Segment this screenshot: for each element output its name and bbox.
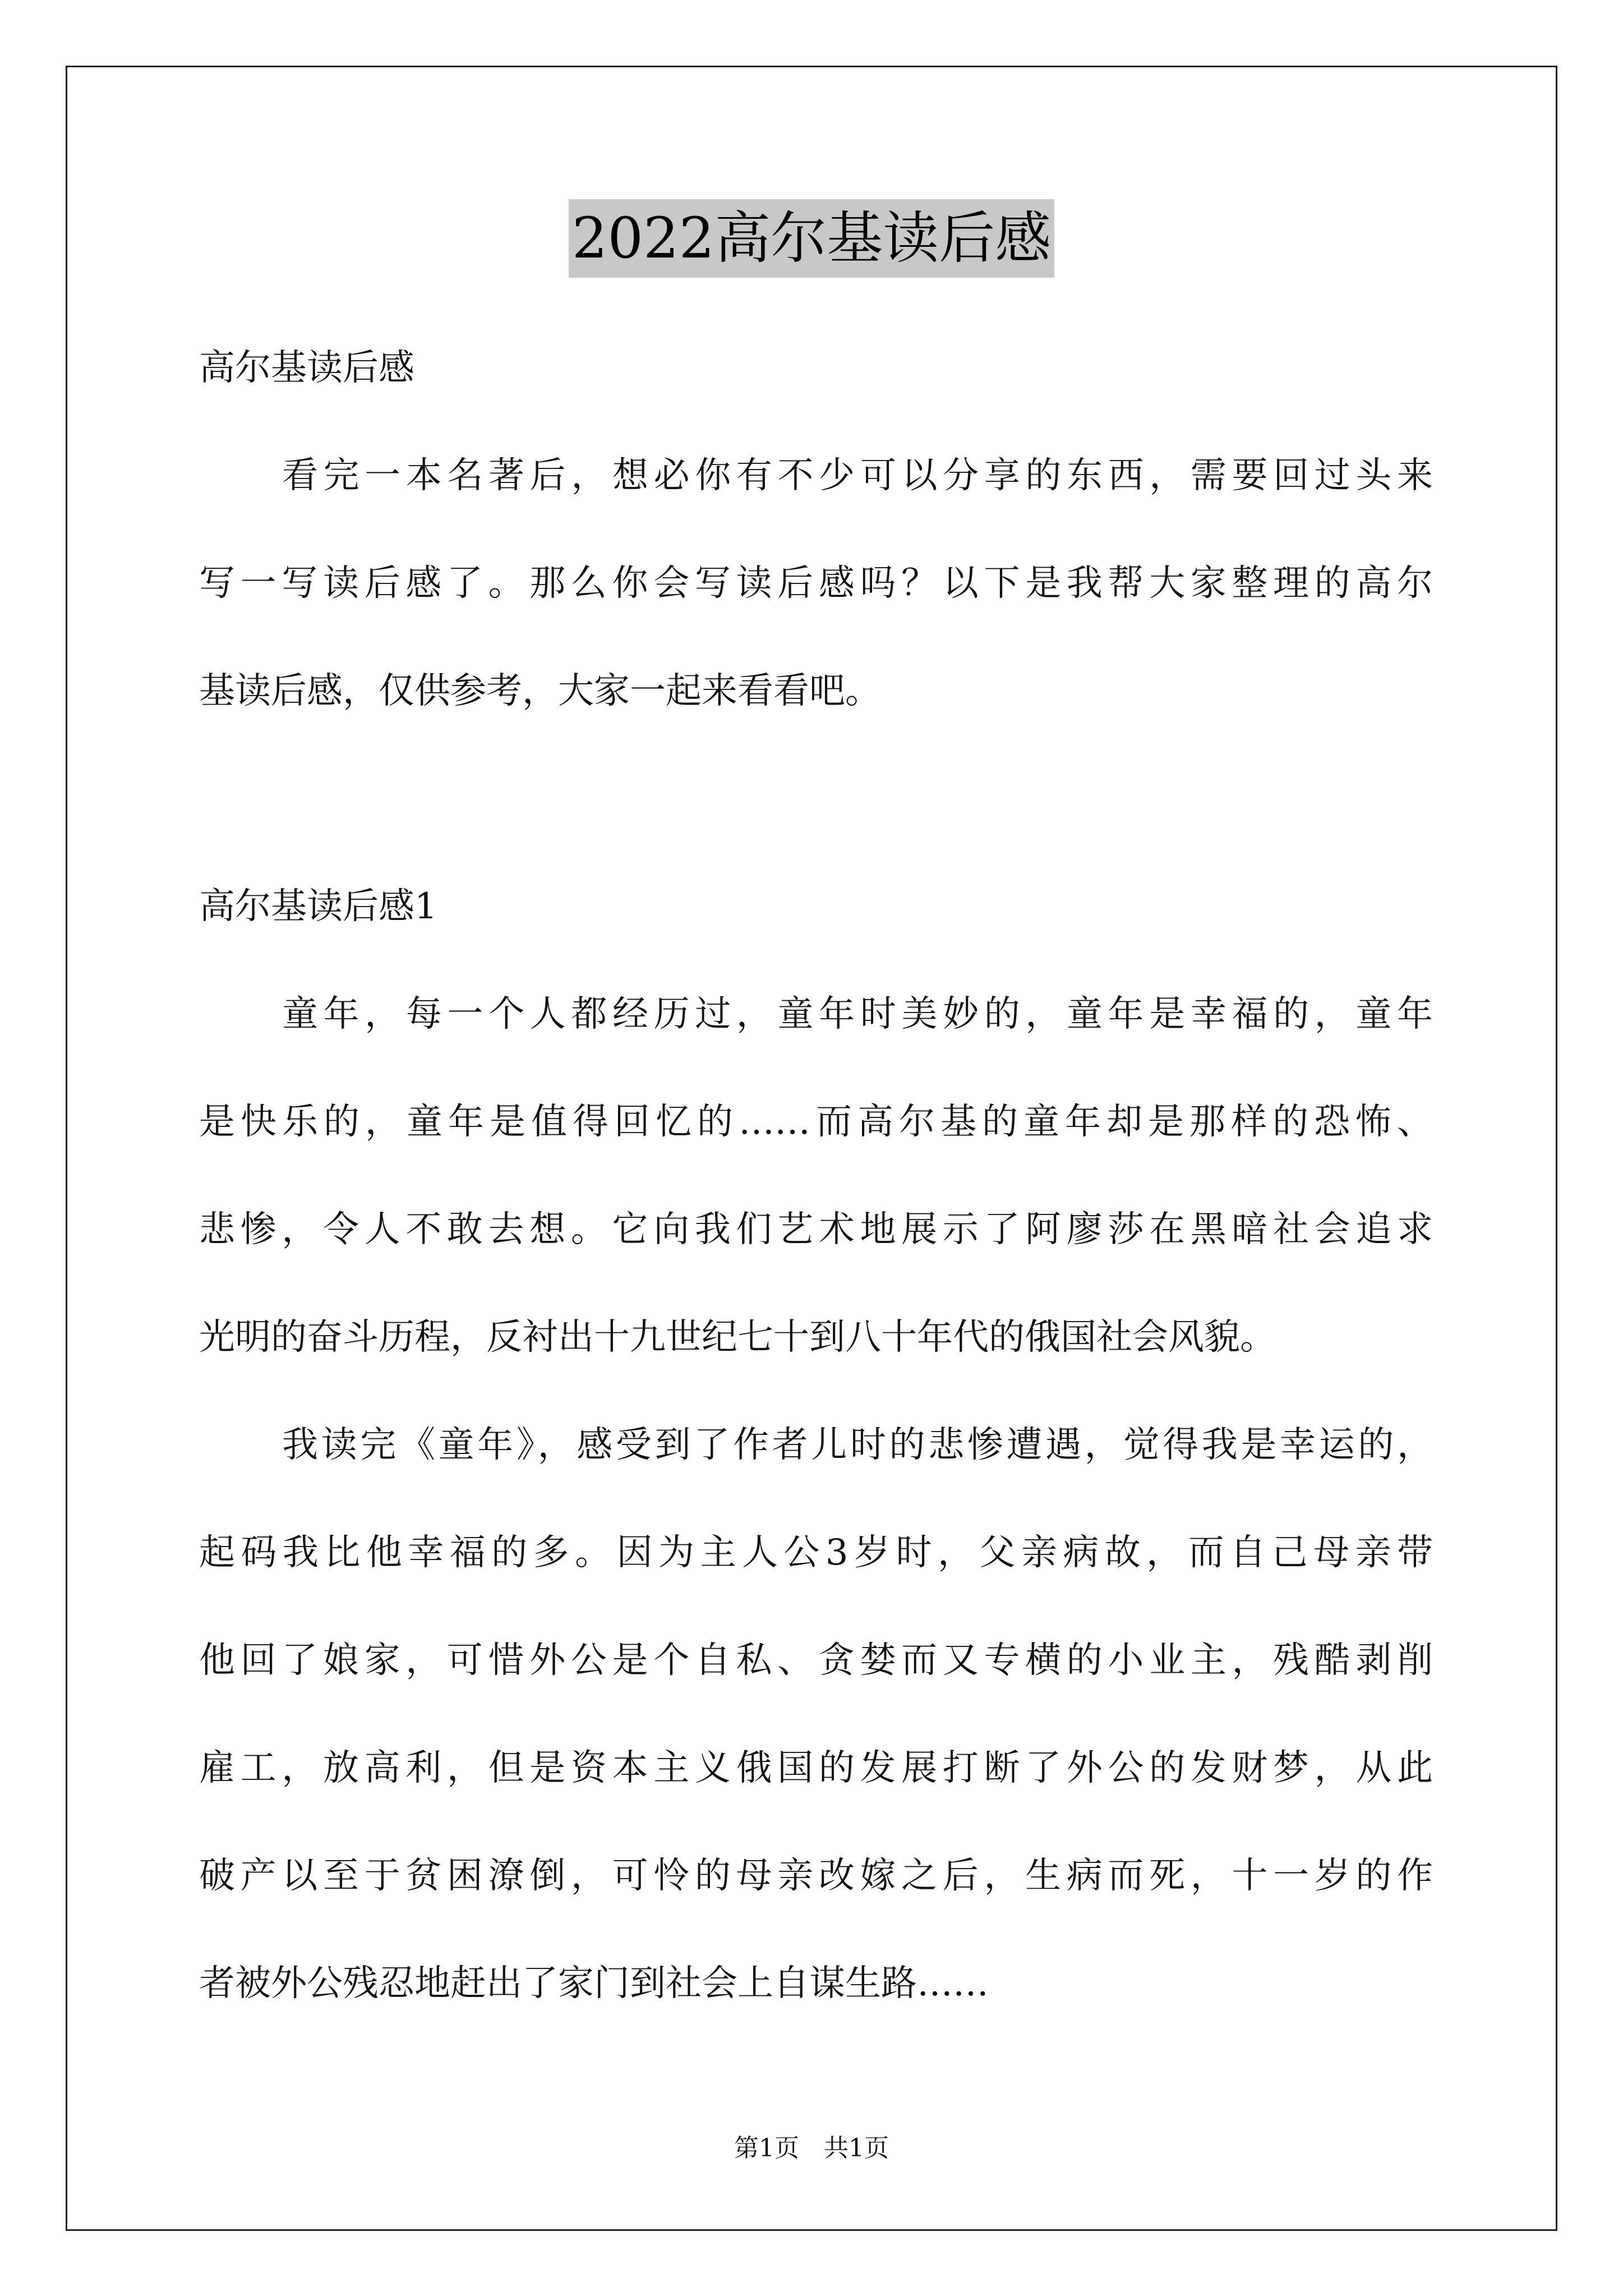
paragraph-line: 者被外公残忍地赶出了家门到社会上自谋生路……: [199, 1963, 989, 2004]
intro-line: 看完一本名著后，想必你有不少可以分享的东西，需要回过头来: [282, 455, 1433, 496]
spacer: [199, 745, 1433, 853]
intro-line: 写一写读后感了。那么你会写读后感吗？以下是我帮大家整理的高尔: [199, 563, 1433, 604]
page-footer: [0, 2132, 1623, 2165]
subtitle: 高尔基读后感: [199, 347, 414, 389]
paragraph-line: 光明的奋斗历程，反衬出十九世纪七十到八十年代的俄国社会风貌。: [199, 1317, 1276, 1358]
paragraph-line: 是快乐的，童年是值得回忆的……而高尔基的童年却是那样的恐怖、: [199, 1101, 1433, 1143]
paragraph-line: 起码我比他幸福的多。因为主人公3岁时，父亲病故，而自己母亲带: [199, 1532, 1433, 1573]
paragraph-line: 破产以至于贫困潦倒，可怜的母亲改嫁之后，生病而死，十一岁的作: [199, 1855, 1433, 1897]
section-heading: 高尔基读后感1: [199, 886, 437, 927]
paragraph-line: 童年，每一个人都经历过，童年时美妙的，童年是幸福的，童年: [282, 993, 1433, 1035]
document-body: [199, 314, 1433, 2037]
intro-line: 基读后感，仅供参考，大家一起来看看吧。: [199, 670, 881, 712]
page-number: 第1页 共1页: [734, 2134, 889, 2162]
title-container: [0, 199, 1623, 278]
paragraph-line: 雇工，放高利，但是资本主义俄国的发展打断了外公的发财梦，从此: [199, 1747, 1433, 1789]
paragraph-line: 我读完《童年》，感受到了作者儿时的悲惨遭遇，觉得我是幸运的，: [282, 1424, 1433, 1466]
paragraph-line: 悲惨，令人不敢去想。它向我们艺术地展示了阿廖莎在黑暗社会追求: [199, 1209, 1433, 1250]
document-title: 2022高尔基读后感: [569, 199, 1055, 278]
paragraph-line: 他回了娘家，可惜外公是个自私、贪婪而又专横的小业主，残酷剥削: [199, 1640, 1433, 1681]
